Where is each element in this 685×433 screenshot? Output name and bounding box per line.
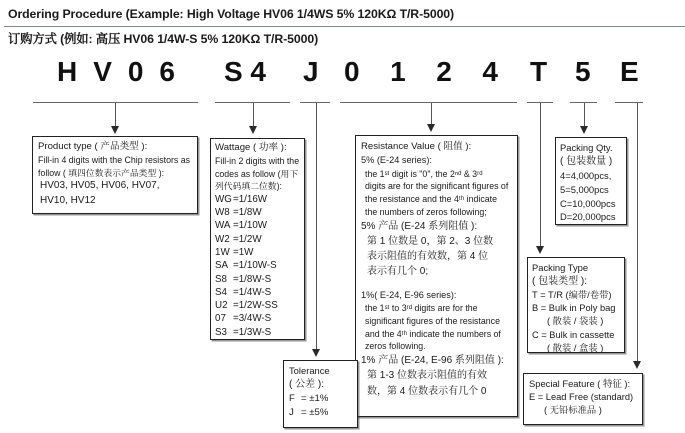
code-char: 4 — [482, 56, 498, 87]
packing-type-line: ( 散装 / 盒装 ) — [547, 342, 604, 353]
resistance-line: the resistance and the 4ᵗʰ indicate — [365, 194, 497, 205]
resistance-line: 1%( E-24, E-96 series): — [361, 289, 457, 300]
code-char: 0 — [344, 56, 360, 87]
code-char: 2 — [436, 56, 452, 87]
product-type-desc: Fill-in 4 digits with the Chip resistors as — [38, 155, 191, 165]
wattage-title: Wattage ( 功率 ): — [215, 142, 287, 153]
resistance-line: 表示阻值的有效数，第 4 位 — [367, 250, 489, 262]
resistance-line: the 1ˢᵗ to 3ʳᵈ digits are for the — [365, 303, 478, 314]
wattage-code: 1W — [215, 246, 230, 258]
special-feature-title: Special Feature ( 特征 ): — [529, 378, 631, 389]
packing-qty-line: D=20,000pcs — [560, 211, 616, 223]
wattage-item — [215, 312, 300, 325]
wattage-item — [215, 286, 300, 299]
resistance-line: the 1ˢᵗ digit is "0", the 2ⁿᵈ & 3ʳᵈ — [365, 168, 483, 179]
arrow-head-resistance — [427, 124, 435, 132]
wattage-item — [215, 219, 300, 232]
resistance-line: 5% 产品 (E-24 系列阻值 ): — [361, 220, 478, 232]
wattage-value: =1/4W-S — [233, 286, 272, 298]
resistance-line: zeros following. — [365, 341, 426, 352]
packing-type-line: ( 散装 / 袋装 ) — [547, 316, 604, 327]
wattage-code: S8 — [215, 273, 227, 285]
resistance-line: digits are for the significant figures of — [365, 181, 509, 192]
title-divider — [4, 26, 685, 27]
resistance-line: significant figures of the resistance — [365, 315, 500, 326]
special-feature-box — [523, 373, 643, 425]
wattage-value: =1/10W-S — [233, 260, 277, 272]
packing-qty-title: Packing Qty. — [560, 142, 613, 153]
packing-qty-line: 5=5,000pcs — [560, 183, 609, 195]
code-group-product-type — [57, 57, 175, 89]
wattage-code: WG — [215, 193, 232, 205]
code-char: 6 — [159, 56, 175, 87]
arrow-line-product-type — [115, 103, 116, 127]
arrow-line-packing-type — [540, 103, 541, 247]
code-group-packing-qty — [575, 57, 591, 89]
code-group-resistance — [344, 57, 498, 89]
resistance-line: the numbers of zeros following; — [365, 206, 487, 217]
packing-type-box — [527, 257, 625, 353]
code-char: 5 — [575, 56, 591, 87]
wattage-value: =1W — [233, 246, 254, 258]
code-char: E — [620, 56, 639, 87]
tolerance-item — [289, 406, 352, 420]
tolerance-item — [289, 392, 352, 406]
tolerance-value: = ±1% — [301, 393, 329, 404]
wattage-code: S3 — [215, 326, 227, 338]
code-group-tolerance — [303, 57, 319, 89]
wattage-item — [215, 246, 300, 259]
wattage-code: SA — [215, 260, 229, 272]
code-group-special-feature — [620, 56, 639, 89]
code-char: 1 — [390, 56, 406, 87]
wattage-code: W8 — [215, 207, 230, 219]
arrow-head-tolerance — [312, 349, 320, 357]
arrow-line-packing-qty — [584, 103, 585, 127]
packing-qty-line: 4=4,000pcs, — [560, 170, 612, 181]
page-title-cn: 订购方式 (例如: 高压 HV06 1/4W-S 5% 120KΩ T/R-5000) — [8, 32, 319, 46]
special-feature-line: ( 无铅标准品 ) — [544, 405, 602, 416]
wattage-value: =1/3W-S — [233, 326, 272, 338]
code-group-packing-type — [530, 57, 548, 89]
resistance-line: 表示有几个 0; — [367, 266, 429, 278]
packing-type-line: T = T/R (编带/卷带) — [532, 290, 612, 300]
resistance-value-box — [355, 135, 518, 417]
code-char: S — [224, 56, 243, 87]
code-char: 0 — [127, 56, 144, 87]
resistance-line: 第 1-3 位数表示阻值的有效 — [367, 370, 488, 382]
code-char: H — [57, 56, 78, 87]
wattage-code: 07 — [215, 313, 226, 325]
wattage-code: WA — [215, 220, 231, 232]
arrow-head-special-feature — [633, 361, 641, 369]
wattage-item — [215, 299, 300, 312]
product-type-box — [32, 136, 198, 214]
resistance-line: and the 4ᵗʰ indicate the numbers of — [365, 328, 501, 339]
code-char: 4 — [250, 56, 266, 87]
wattage-item — [215, 233, 300, 246]
wattage-value: =1/8W-S — [233, 273, 272, 285]
packing-type-line: B = Bulk in Poly bag — [532, 303, 616, 314]
arrow-head-packing-type — [536, 246, 544, 254]
code-char: J — [303, 56, 319, 87]
wattage-value: =1/8W — [233, 207, 262, 219]
product-type-values: HV03, HV05, HV06, HV07, — [40, 180, 160, 192]
packing-qty-title-cn: ( 包装数量 ) — [560, 156, 613, 167]
arrow-line-tolerance — [316, 103, 317, 350]
packing-type-title: Packing Type — [532, 262, 589, 273]
tolerance-code: J — [289, 407, 294, 418]
product-type-title: Product type ( 产品类型 ): — [38, 141, 148, 152]
tolerance-code: F — [289, 393, 295, 404]
wattage-code: S4 — [215, 286, 227, 298]
arrow-head-packing-qty — [580, 126, 588, 134]
underline-special-feature — [615, 102, 643, 103]
wattage-value: =1/2W-SS — [233, 300, 278, 312]
tolerance-title: Tolerance — [289, 365, 330, 376]
resistance-line: 1% 产品 (E-24, E-96 系列阻值 ): — [361, 355, 504, 367]
arrow-head-wattage — [249, 126, 257, 134]
wattage-item — [215, 326, 300, 339]
wattage-desc: Fill-in 2 digits with the — [215, 156, 300, 166]
arrow-head-product-type — [111, 126, 119, 134]
code-char: T — [530, 56, 548, 87]
packing-qty-line: C=10,000pcs — [560, 197, 616, 209]
wattage-item — [215, 259, 300, 272]
resistance-line: 第 1 位数是 0，第 2、3 位数 — [367, 235, 494, 247]
wattage-value: =1/10W — [233, 220, 268, 232]
packing-qty-box — [555, 137, 627, 225]
packing-type-title-cn: ( 包装类型 ): — [532, 276, 587, 287]
wattage-item — [215, 193, 300, 206]
page-title-en: Ordering Procedure (Example: High Voltage HV06 1/4WS 5% 120KΩ T/R-5000) — [8, 7, 455, 21]
underline-resistance — [340, 102, 517, 103]
arrow-line-wattage — [253, 103, 254, 127]
code-char: V — [93, 56, 112, 87]
arrow-line-resistance — [431, 103, 432, 125]
wattage-item — [215, 273, 300, 286]
product-type-desc: follow ( 填四位数表示产品类型 ): — [38, 167, 165, 178]
tolerance-title-cn: ( 公差 ): — [289, 379, 324, 390]
wattage-item — [215, 206, 300, 219]
code-group-wattage — [224, 57, 266, 89]
resistance-title: Resistance Value ( 阻值 ): — [361, 141, 472, 152]
product-type-values: HV10, HV12 — [40, 194, 96, 206]
resistance-line: 数，第 4 位数表示有几个 0 — [367, 385, 487, 397]
resistance-line: 5% (E-24 series): — [361, 155, 432, 165]
wattage-desc: 列代码填二位数): — [215, 181, 282, 192]
wattage-desc: codes as follow (用下 — [215, 168, 299, 179]
tolerance-box — [283, 360, 358, 428]
packing-type-line: C = Bulk in cassette — [532, 329, 615, 340]
tolerance-value: = ±5% — [301, 407, 329, 418]
wattage-value: =1/2W — [233, 233, 262, 245]
wattage-code: U2 — [215, 300, 228, 312]
wattage-code: W2 — [215, 233, 230, 245]
wattage-value: =3/4W-S — [233, 313, 272, 325]
special-feature-line: E = Lead Free (standard) — [529, 392, 634, 402]
wattage-box — [210, 138, 305, 340]
wattage-value: =1/16W — [233, 193, 268, 205]
arrow-line-special-feature — [637, 103, 638, 362]
